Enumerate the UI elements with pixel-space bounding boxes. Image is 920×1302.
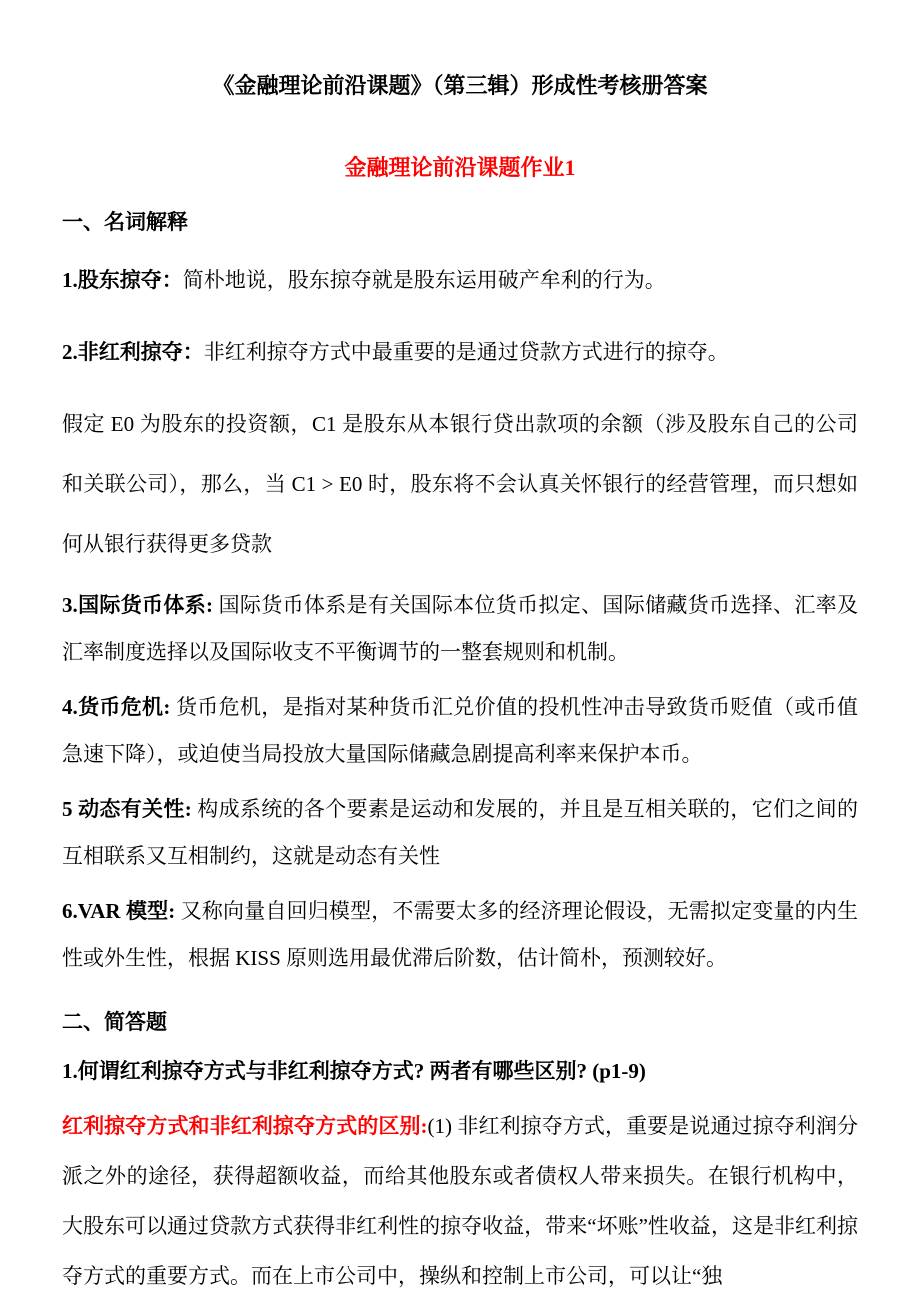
term-label: 2.非红利掠夺：	[62, 340, 204, 364]
term-text: 构成系统的各个要素是运动和发展的，并且是互相关联的，它们之间的互相联系又互相制约，这就是动态有关性	[62, 797, 858, 868]
term-definition-1	[62, 250, 858, 310]
term-label: 3.国际货币体系:	[62, 593, 219, 617]
term-definition-3	[62, 582, 858, 676]
term-text: 又称向量自回归模型，不需要太多的经济理论假设，无需拟定变量的内生性或外生性，根据 KISS 原则选用最优滞后阶数，估计简朴，预测较好。	[62, 899, 858, 970]
section-heading-terms: 一、名词解释	[62, 210, 188, 234]
section-heading-short-answer: 二、简答题	[62, 1010, 167, 1034]
term-definition-2	[62, 322, 858, 382]
assignment-heading: 金融理论前沿课题作业1	[344, 155, 576, 180]
term-label: 6.VAR 模型:	[62, 899, 181, 923]
term-label: 5 动态有关性:	[62, 797, 198, 821]
term-label: 4.货币危机:	[62, 695, 176, 719]
term-label: 1.股东掠夺：	[62, 268, 183, 292]
term-definition-6	[62, 888, 858, 982]
document-title: 《金融理论前沿课题》（第三辑）形成性考核册答案	[212, 73, 708, 98]
answer-lead: 红利掠夺方式和非红利掠夺方式的区别:	[62, 1114, 428, 1138]
term-text: 简朴地说，股东掠夺就是股东运用破产牟利的行为。	[182, 268, 666, 292]
question-1: 1.何谓红利掠夺方式与非红利掠夺方式? 两者有哪些区别? (p1-9)	[62, 1059, 646, 1083]
answer-text: (1) 非红利掠夺方式，重要是说通过掠夺利润分派之外的途径，获得超额收益，而给其他股东或者债权人带来损失。在银行机构中，大股东可以通过贷款方式获得非红利性的掠夺收益，带来“坏账”性收益，这是非红利掠夺方式的重要方式。而在上市公司中，操纵和控制上市公司，可以让“独	[62, 1114, 858, 1288]
answer-1	[62, 1101, 858, 1301]
term-text: 非红利掠夺方式中最重要的是通过贷款方式进行的掠夺。	[203, 340, 729, 364]
term-definition-4	[62, 684, 858, 778]
term-definition-5	[62, 786, 858, 880]
term-text: 货币危机，是指对某种货币汇兑价值的投机性冲击导致货币贬值（或币值急速下降），或迫使当局投放大量国际储藏急剧提高利率来保护本币。	[62, 695, 859, 766]
e0-explanation-paragraph: 假定 E0 为股东的投资额，C1 是股东从本银行贷出款项的余额（涉及股东自己的公司和关联公司），那么，当 C1 > E0 时，股东将不会认真关怀银行的经营管理，而只想如何从银行获得更多贷款	[62, 412, 858, 556]
term-text: 国际货币体系是有关国际本位货币拟定、国际储藏货币选择、汇率及汇率制度选择以及国际收支不平衡调节的一整套规则和机制。	[62, 593, 858, 664]
